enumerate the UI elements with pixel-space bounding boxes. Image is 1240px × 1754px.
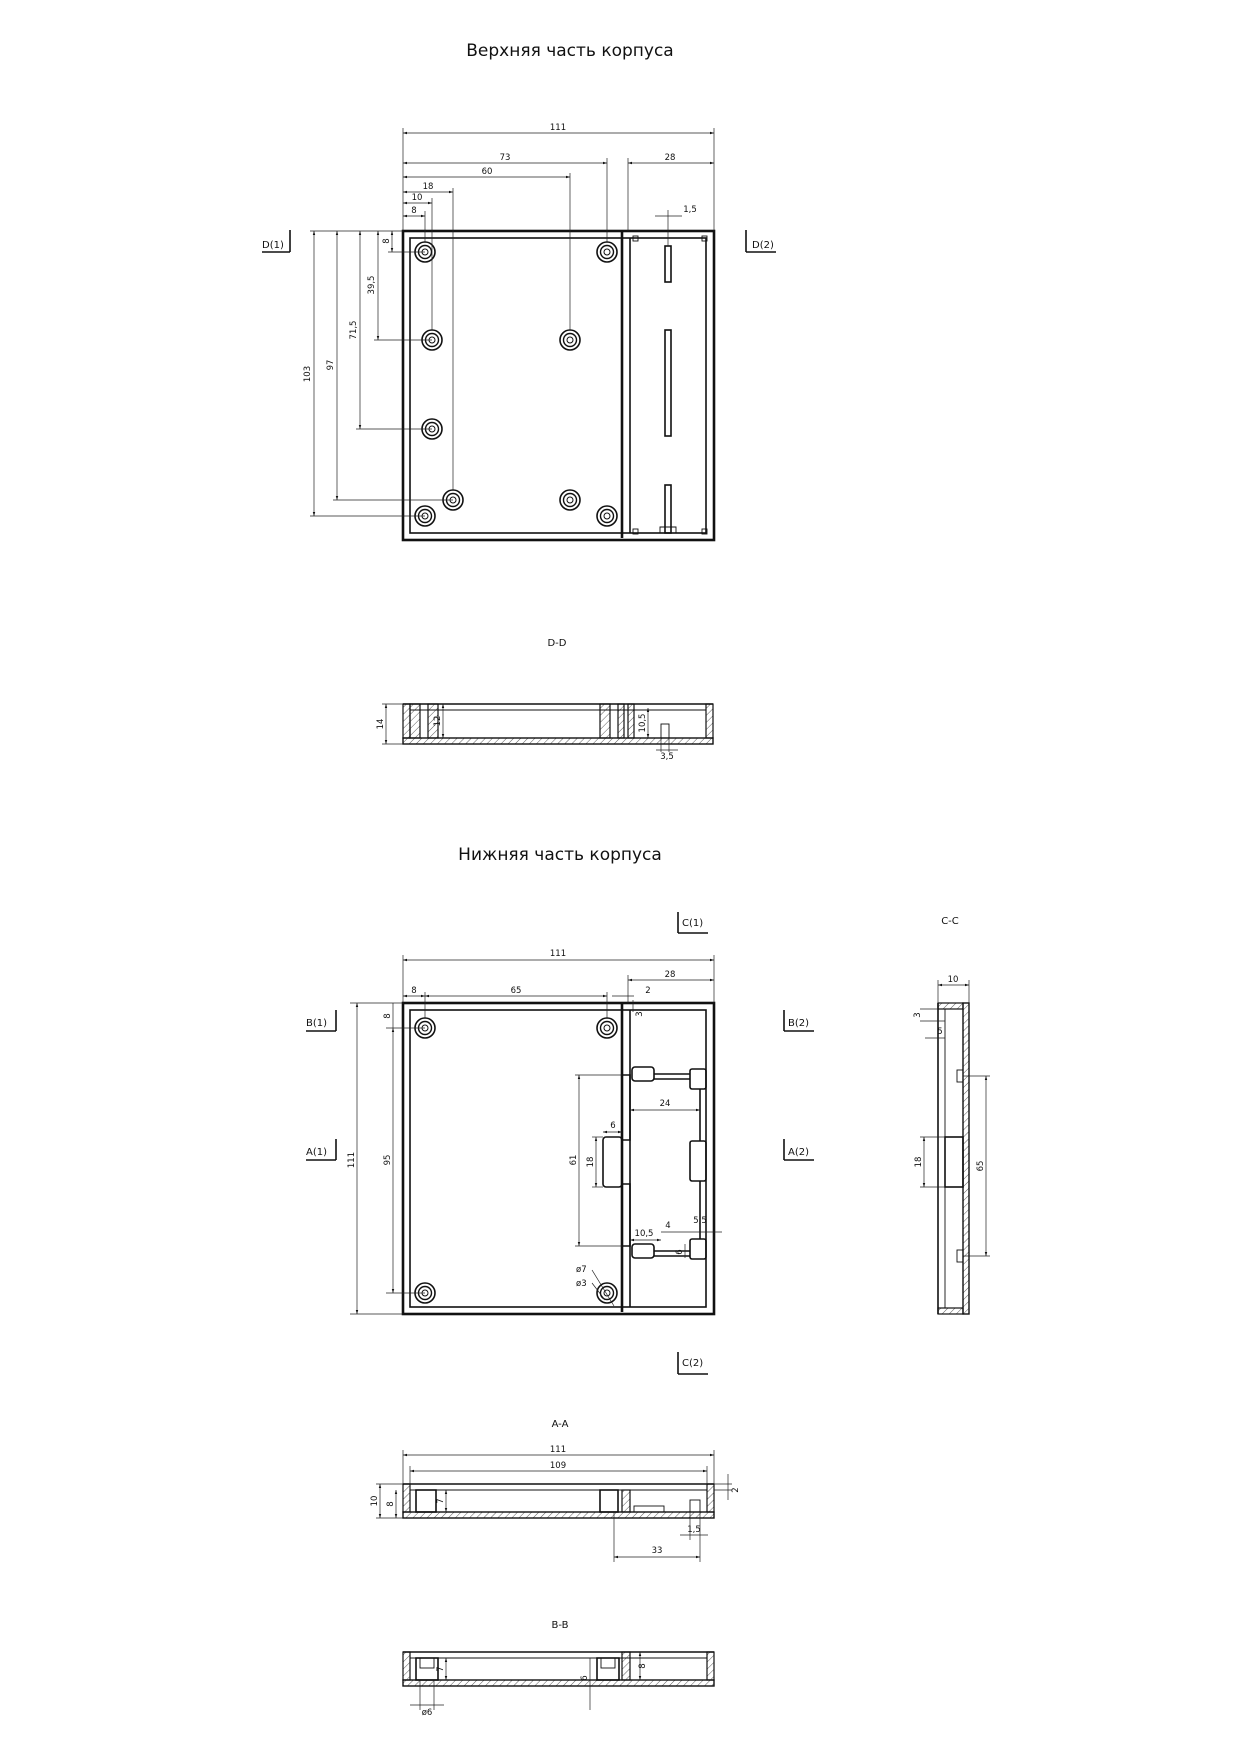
dim-18: 18: [914, 1156, 924, 1168]
dim-73: 73: [499, 153, 511, 163]
dim-1-5: 1,5: [687, 1525, 701, 1535]
bottom-plan-view: [403, 1003, 714, 1314]
dim-65: 65: [976, 1160, 986, 1172]
dim-111: 111: [549, 1445, 567, 1455]
cut-mark-c2: [678, 1352, 708, 1374]
dim-28: 28: [664, 153, 676, 163]
dim-28: 28: [664, 970, 676, 980]
top-part-title: Верхняя часть корпуса: [466, 41, 674, 61]
cut-label-c1: C(1): [682, 918, 704, 929]
dim-60: 60: [481, 167, 493, 177]
dim-14: 14: [376, 718, 386, 730]
boss-hole-icon: [597, 242, 617, 262]
dim-8: 8: [411, 986, 417, 996]
boss-hole-icon: [597, 506, 617, 526]
section-aa-label: A-A: [551, 1419, 569, 1430]
dim-7: 7: [436, 1498, 446, 1504]
dim-39-5: 39,5: [367, 275, 377, 295]
dim-1-5: 1,5: [683, 205, 697, 215]
dim-8: 8: [386, 1501, 396, 1507]
boss-hole-icon: [560, 490, 580, 510]
cut-mark-b1: [306, 1010, 336, 1031]
section-cc-dimensions: [913, 975, 990, 1256]
top-plan-view: [403, 231, 714, 540]
dim-109: 109: [549, 1461, 567, 1471]
dim-111-vertical: 111: [347, 1151, 357, 1169]
cut-label-d1: D(1): [262, 240, 284, 251]
dim-2: 2: [731, 1487, 741, 1493]
section-aa-view: [403, 1484, 714, 1518]
dim-103: 103: [303, 365, 313, 383]
dim-18: 18: [422, 182, 434, 192]
dim-71-5: 71,5: [349, 320, 359, 340]
dim-33: 33: [651, 1546, 663, 1556]
dim-18: 18: [586, 1156, 596, 1168]
cut-label-a1: A(1): [306, 1147, 328, 1158]
dim-6-lower: 6: [675, 1249, 685, 1255]
dim-8v: 8: [382, 238, 392, 244]
dim-97: 97: [326, 359, 336, 371]
cut-mark-a1: [306, 1139, 336, 1160]
section-dd-view: [403, 704, 713, 744]
dim-phi3: ø3: [576, 1279, 587, 1289]
top-plan-dimensions: [303, 123, 714, 516]
bottom-part-title: Нижняя часть корпуса: [458, 845, 662, 865]
dim-10-5: 10,5: [638, 713, 648, 733]
dim-3: 3: [635, 1011, 645, 1017]
dim-5-5: 5,5: [693, 1216, 707, 1226]
dim-phi6: ø6: [421, 1708, 433, 1718]
dim-3: 3: [913, 1012, 923, 1018]
cut-label-b2: B(2): [788, 1018, 810, 1029]
cut-mark-d1: [262, 230, 290, 252]
section-cc-label: C-C: [941, 916, 959, 927]
dim-3-5: 3,5: [660, 752, 674, 762]
section-aa-dimensions: [370, 1445, 741, 1562]
dim-2: 2: [645, 986, 651, 996]
section-dd-label: D-D: [547, 638, 567, 649]
section-bb-view: [403, 1652, 714, 1686]
dim-95: 95: [383, 1154, 393, 1166]
boss-hole-icon: [597, 1018, 617, 1038]
cut-mark-c1: [678, 912, 708, 933]
dim-111: 111: [549, 949, 567, 959]
dim-12: 12: [433, 715, 443, 727]
cut-mark-a2: [784, 1139, 814, 1160]
dim-10: 10: [411, 193, 423, 203]
dim-24: 24: [659, 1099, 671, 1109]
dim-10: 10: [370, 1495, 380, 1507]
boss-hole-icon: [560, 330, 580, 350]
cut-label-c2: C(2): [682, 1358, 704, 1369]
dim-10: 10: [947, 975, 959, 985]
dim-111: 111: [549, 123, 567, 133]
cut-label-b1: B(1): [306, 1018, 328, 1029]
dim-8h: 8: [411, 206, 417, 216]
cut-mark-d2: [746, 230, 776, 252]
dim-7: 7: [436, 1666, 446, 1672]
cut-mark-b2: [784, 1010, 814, 1031]
dim-8: 8: [638, 1663, 648, 1669]
dim-61: 61: [569, 1154, 579, 1166]
section-bb-label: B-B: [551, 1620, 569, 1631]
dim-5: 5: [937, 1027, 943, 1037]
dim-65: 65: [510, 986, 522, 996]
section-cc-view: [938, 1003, 969, 1314]
cut-label-d2: D(2): [752, 240, 774, 251]
dim-10-5: 10,5: [634, 1229, 654, 1239]
dim-6: 6: [580, 1675, 590, 1681]
dim-4: 4: [665, 1221, 671, 1231]
cut-label-a2: A(2): [788, 1147, 810, 1158]
dim-6-upper: 6: [610, 1121, 616, 1131]
dim-8-vertical: 8: [383, 1013, 393, 1019]
dim-phi7: ø7: [576, 1265, 587, 1275]
